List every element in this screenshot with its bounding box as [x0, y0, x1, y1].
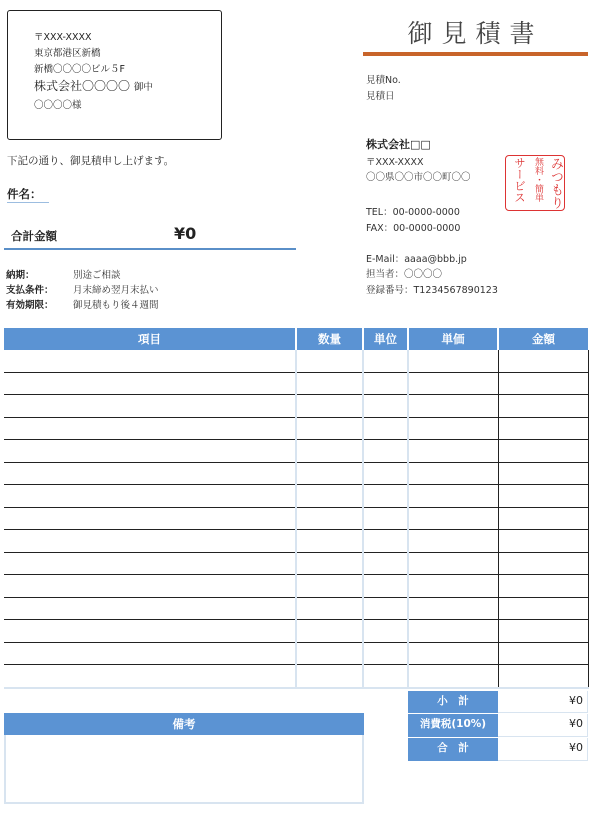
- table-row: [4, 417, 588, 440]
- recipient-person: 〇〇〇〇様: [34, 100, 82, 111]
- table-row: [4, 597, 588, 620]
- cell-quantity[interactable]: [296, 485, 363, 508]
- recipient-address1: 東京都港区新橋: [34, 48, 101, 59]
- cell-amount[interactable]: [498, 395, 588, 418]
- cell-quantity[interactable]: [296, 575, 363, 598]
- term-value-delivery: 別途ご相談: [73, 270, 121, 281]
- cell-amount[interactable]: [498, 620, 588, 643]
- items-body: [4, 350, 588, 688]
- header-unit: 単位: [363, 328, 408, 350]
- recipient-address2: 新橋〇〇〇〇ビル５F: [34, 64, 125, 75]
- remarks-box[interactable]: [4, 735, 364, 804]
- cell-quantity[interactable]: [296, 597, 363, 620]
- table-row: [4, 395, 588, 418]
- cell-item[interactable]: [4, 350, 296, 372]
- issuer-fax: FAX：00-0000-0000: [366, 223, 461, 234]
- cell-unit-price[interactable]: [408, 597, 498, 620]
- table-row: [4, 642, 588, 665]
- cell-amount[interactable]: [498, 597, 588, 620]
- cell-amount[interactable]: [498, 665, 588, 688]
- remarks-header: 備考: [4, 713, 364, 735]
- table-row: [4, 440, 588, 463]
- cell-unit-price[interactable]: [408, 350, 498, 372]
- cell-item[interactable]: [4, 417, 296, 440]
- total-value: ¥0: [174, 224, 197, 243]
- seal-text-col1: みつもり: [548, 157, 563, 209]
- table-row: [4, 575, 588, 598]
- cell-item[interactable]: [4, 440, 296, 463]
- intro-text: 下記の通り、御見積申し上げます。: [7, 155, 175, 167]
- cell-amount[interactable]: [498, 642, 588, 665]
- tax-value: ¥0: [498, 714, 588, 737]
- cell-unit-price[interactable]: [408, 372, 498, 395]
- cell-quantity[interactable]: [296, 642, 363, 665]
- cell-amount[interactable]: [498, 485, 588, 508]
- cell-quantity[interactable]: [296, 665, 363, 688]
- cell-unit-price[interactable]: [408, 462, 498, 485]
- cell-unit[interactable]: [363, 665, 408, 688]
- header-quantity: 数量: [296, 328, 363, 350]
- cell-quantity[interactable]: [296, 507, 363, 530]
- cell-amount[interactable]: [498, 462, 588, 485]
- cell-amount[interactable]: [498, 530, 588, 553]
- issuer-person: 担当者：〇〇〇〇: [366, 269, 443, 280]
- cell-unit[interactable]: [363, 620, 408, 643]
- table-row: [4, 485, 588, 508]
- header-amount: 金額: [498, 328, 588, 350]
- term-value-payment: 月末締め翌月末払い: [73, 285, 159, 296]
- cell-unit-price[interactable]: [408, 552, 498, 575]
- cell-unit[interactable]: [363, 372, 408, 395]
- recipient-postal: 〒XXX-XXXX: [34, 32, 92, 43]
- cell-amount[interactable]: [498, 575, 588, 598]
- cell-quantity[interactable]: [296, 440, 363, 463]
- header-item: 項目: [4, 328, 296, 350]
- cell-item[interactable]: [4, 597, 296, 620]
- cell-unit[interactable]: [363, 485, 408, 508]
- table-row: [4, 620, 588, 643]
- summary-row-total: [408, 737, 588, 761]
- cell-unit[interactable]: [363, 350, 408, 372]
- subject-underline: [7, 202, 49, 203]
- subject-label: 件名：: [7, 187, 42, 201]
- recipient-company-line: [34, 77, 153, 94]
- cell-amount[interactable]: [498, 552, 588, 575]
- estimate-date-label: 見積日: [366, 91, 395, 102]
- recipient-address-box: [7, 10, 222, 140]
- cell-item[interactable]: [4, 665, 296, 688]
- cell-item[interactable]: [4, 530, 296, 553]
- subtotal-label: 小 計: [408, 691, 498, 713]
- cell-item[interactable]: [4, 372, 296, 395]
- cell-unit[interactable]: [363, 552, 408, 575]
- cell-quantity[interactable]: [296, 552, 363, 575]
- cell-unit[interactable]: [363, 462, 408, 485]
- table-row: [4, 372, 588, 395]
- cell-unit-price[interactable]: [408, 440, 498, 463]
- cell-unit-price[interactable]: [408, 665, 498, 688]
- cell-unit[interactable]: [363, 417, 408, 440]
- items-header-row: [4, 328, 588, 350]
- summary-row-subtotal: [408, 691, 588, 713]
- cell-item[interactable]: [4, 485, 296, 508]
- cell-unit-price[interactable]: [408, 507, 498, 530]
- tax-label: 消費税(10%): [408, 714, 498, 737]
- cell-item[interactable]: [4, 462, 296, 485]
- cell-quantity[interactable]: [296, 620, 363, 643]
- subtotal-value: ¥0: [498, 691, 588, 713]
- cell-amount[interactable]: [498, 440, 588, 463]
- header-unit-price: 単価: [408, 328, 498, 350]
- cell-amount[interactable]: [498, 417, 588, 440]
- cell-unit[interactable]: [363, 530, 408, 553]
- document-title: 御見積書: [407, 19, 544, 48]
- cell-amount[interactable]: [498, 507, 588, 530]
- table-row: [4, 507, 588, 530]
- cell-item[interactable]: [4, 575, 296, 598]
- seal-text-col3: サービス: [513, 157, 527, 203]
- cell-unit[interactable]: [363, 507, 408, 530]
- company-seal: [505, 155, 565, 211]
- issuer-registration-number: 登録番号：T1234567890123: [366, 285, 498, 296]
- recipient-honorific: 御中: [133, 82, 153, 93]
- cell-item[interactable]: [4, 642, 296, 665]
- cell-item[interactable]: [4, 552, 296, 575]
- issuer-email: E-Mail：aaaa@bbb.jp: [366, 254, 467, 265]
- seal-text-col2: 無料・簡単: [533, 157, 543, 202]
- cell-unit-price[interactable]: [408, 485, 498, 508]
- cell-quantity[interactable]: [296, 372, 363, 395]
- issuer-tel: TEL：00-0000-0000: [366, 207, 460, 218]
- cell-quantity[interactable]: [296, 350, 363, 372]
- cell-unit[interactable]: [363, 597, 408, 620]
- summary-row-tax: [408, 713, 588, 737]
- cell-unit-price[interactable]: [408, 395, 498, 418]
- cell-unit[interactable]: [363, 440, 408, 463]
- cell-item[interactable]: [4, 395, 296, 418]
- cell-unit-price[interactable]: [408, 530, 498, 553]
- estimate-no-label: 見積No.: [366, 75, 401, 86]
- cell-quantity[interactable]: [296, 395, 363, 418]
- table-row: [4, 462, 588, 485]
- summary-block: [408, 691, 588, 761]
- cell-unit[interactable]: [363, 575, 408, 598]
- cell-amount[interactable]: [498, 350, 588, 372]
- table-row: [4, 350, 588, 372]
- cell-unit-price[interactable]: [408, 620, 498, 643]
- table-row: [4, 552, 588, 575]
- grand-total-label: 合 計: [408, 738, 498, 761]
- issuer-postal: 〒XXX-XXXX: [366, 157, 424, 168]
- issuer-address: 〇〇県〇〇市〇〇町〇〇: [366, 172, 471, 183]
- term-label-payment: 支払条件：: [6, 285, 54, 296]
- cell-unit-price[interactable]: [408, 417, 498, 440]
- total-label: 合計金額: [11, 229, 57, 243]
- issuer-company: 株式会社□□: [366, 138, 431, 151]
- table-row: [4, 665, 588, 688]
- cell-unit-price[interactable]: [408, 575, 498, 598]
- term-value-validity: 御見積もり後４週間: [73, 300, 159, 311]
- cell-item[interactable]: [4, 507, 296, 530]
- cell-unit[interactable]: [363, 395, 408, 418]
- cell-quantity[interactable]: [296, 462, 363, 485]
- term-label-validity: 有効期限：: [6, 300, 54, 311]
- total-underline: [4, 248, 296, 250]
- title-underline: [363, 52, 588, 56]
- items-table: [4, 328, 589, 689]
- cell-unit[interactable]: [363, 642, 408, 665]
- table-row: [4, 530, 588, 553]
- cell-item[interactable]: [4, 620, 296, 643]
- recipient-company: 株式会社〇〇〇〇: [34, 79, 131, 93]
- cell-amount[interactable]: [498, 372, 588, 395]
- cell-unit-price[interactable]: [408, 642, 498, 665]
- term-label-delivery: 納期：: [6, 270, 35, 281]
- cell-quantity[interactable]: [296, 530, 363, 553]
- cell-quantity[interactable]: [296, 417, 363, 440]
- grand-total-value: ¥0: [498, 738, 588, 761]
